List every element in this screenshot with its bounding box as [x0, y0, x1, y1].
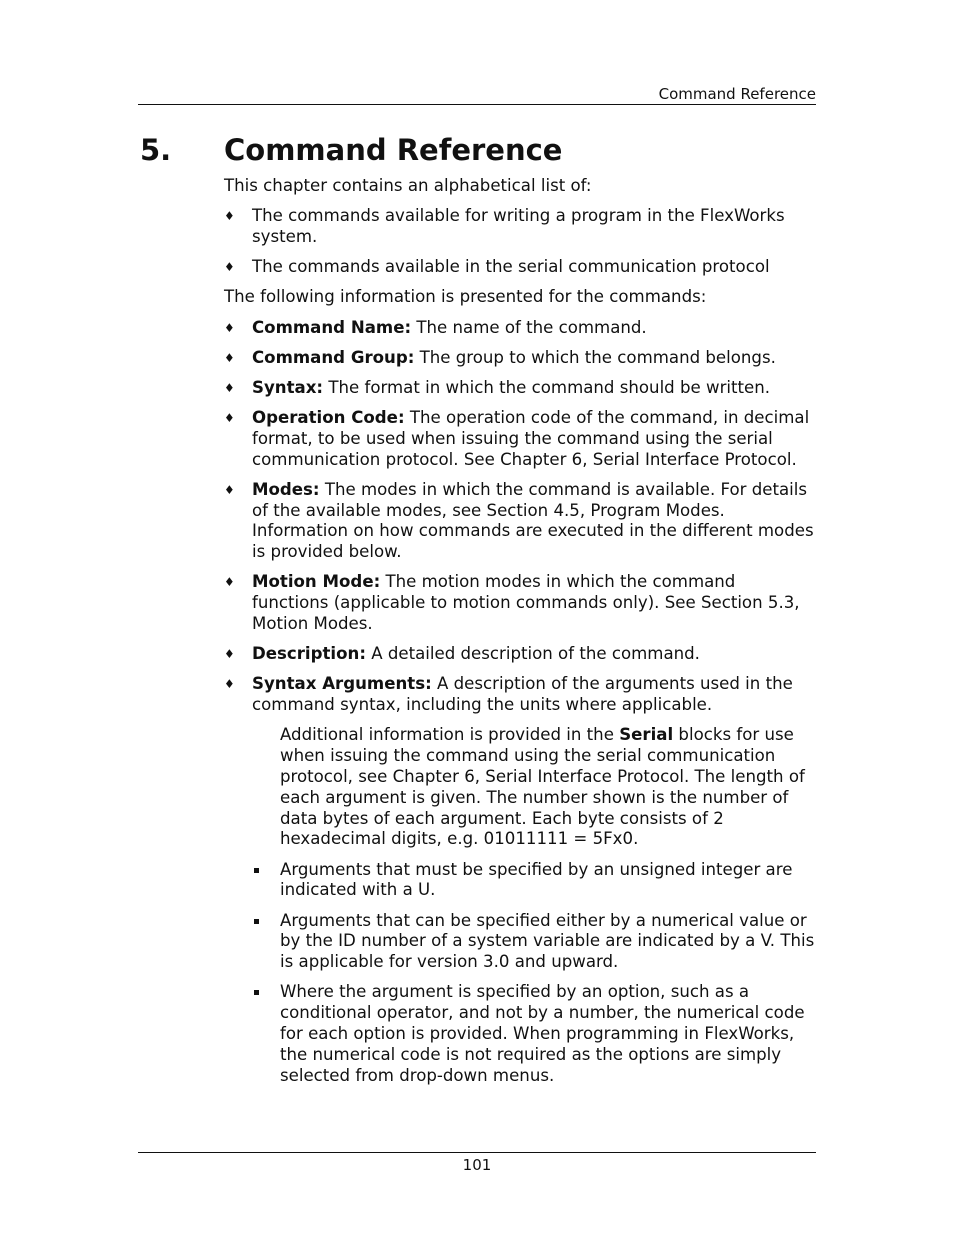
additional-text-rest: blocks for use when issuing the command using the serial communication protocol, see Chapter 6, Serial Interface Protocol. The length of each argument is given. The number shown is the number of data bytes of each argument. Each byte consists of 2 hexadecimal digits, e.g. 01011111 = 5Fx0. — [280, 725, 805, 849]
definition: The modes in which the command is available. For details of the available modes, see Section 4.5, Program Modes. Information on how commands are executed in the different modes is provided below. — [252, 479, 814, 562]
term: Modes: — [252, 479, 320, 499]
diamond-bullet-icon: ♦ — [224, 380, 235, 395]
square-bullet-icon — [254, 868, 259, 873]
list-item — [224, 257, 816, 278]
list-item-text: Arguments that must be specified by an unsigned integer are indicated with a U. — [280, 859, 793, 900]
diamond-bullet-icon: ♦ — [224, 677, 235, 692]
intro-paragraph: This chapter contains an alphabetical list of: — [224, 176, 592, 195]
term: Command Group: — [252, 347, 415, 367]
diamond-bullet-icon: ♦ — [224, 482, 235, 497]
list-item-text: The commands available for writing a program in the FlexWorks system. — [252, 206, 785, 246]
chapter-number: 5. — [140, 133, 172, 167]
definition: The operation code of the command, in decimal format, to be used when issuing the command using the serial communication protocol. See Chapter 6, Serial Interface Protocol. — [252, 408, 810, 469]
list-item — [224, 408, 816, 470]
definition: The group to which the command belongs. — [414, 347, 776, 367]
footer-rule — [138, 1152, 816, 1153]
definition: The name of the command. — [411, 317, 647, 337]
term: Motion Mode: — [252, 572, 381, 592]
definition: A detailed description of the command. — [365, 644, 700, 664]
diamond-bullet-icon: ♦ — [224, 209, 235, 224]
definition: The motion modes in which the command functions (applicable to motion commands only). See Section 5.3, Motion Modes. — [252, 572, 800, 634]
diamond-bullet-icon: ♦ — [224, 350, 235, 365]
info-intro-paragraph: The following information is presented for the commands: — [224, 287, 707, 307]
definition: The format in which the command should be written. — [323, 377, 771, 397]
list-item — [252, 911, 816, 973]
additional-text: Additional information is provided in the — [280, 725, 620, 745]
list-item — [224, 378, 816, 399]
diamond-bullet-icon: ♦ — [224, 575, 235, 590]
intro-list — [224, 206, 816, 278]
additional-info-paragraph — [280, 725, 816, 850]
diamond-bullet-icon: ♦ — [224, 647, 235, 662]
definition: A description of the arguments used in the command syntax, including the units where applicable. — [252, 674, 793, 715]
term: Operation Code: — [252, 408, 405, 428]
list-item — [224, 318, 816, 339]
running-header: Command Reference — [658, 85, 816, 103]
square-bullet-icon — [254, 919, 259, 924]
term: Syntax Arguments: — [252, 674, 432, 694]
list-item — [224, 644, 816, 665]
diamond-bullet-icon: ♦ — [224, 320, 235, 335]
list-item — [224, 348, 816, 369]
list-item — [224, 480, 816, 563]
square-bullet-icon — [254, 990, 259, 995]
argument-list — [224, 860, 816, 1087]
list-item — [224, 206, 816, 248]
list-item — [252, 860, 816, 902]
term: Command Name: — [252, 317, 412, 337]
list-item — [252, 982, 816, 1086]
diamond-bullet-icon: ♦ — [224, 260, 235, 275]
list-item-text: Arguments that can be specified either by a numerical value or by the ID number of a system variable are indicated by a V. This is applicable for version 3.0 and upward. — [280, 910, 815, 972]
term: Description: — [252, 644, 366, 664]
list-item — [224, 572, 816, 634]
list-item — [224, 674, 816, 716]
chapter-title: Command Reference — [224, 133, 563, 167]
diamond-bullet-icon: ♦ — [224, 411, 235, 426]
list-item-text: The commands available in the serial communication protocol — [252, 257, 770, 277]
list-item-text: Where the argument is specified by an option, such as a conditional operator, and not by a number, the numerical code for each option is provided. When programming in FlexWorks, the numerical code is not required as the options are simply selected from drop-down menus. — [280, 982, 805, 1085]
page-number: 101 — [462, 1156, 492, 1174]
header-rule — [138, 104, 816, 105]
info-list — [224, 318, 816, 716]
chapter-body — [224, 176, 816, 1096]
term: Syntax: — [252, 377, 324, 397]
serial-term: Serial — [619, 725, 674, 745]
